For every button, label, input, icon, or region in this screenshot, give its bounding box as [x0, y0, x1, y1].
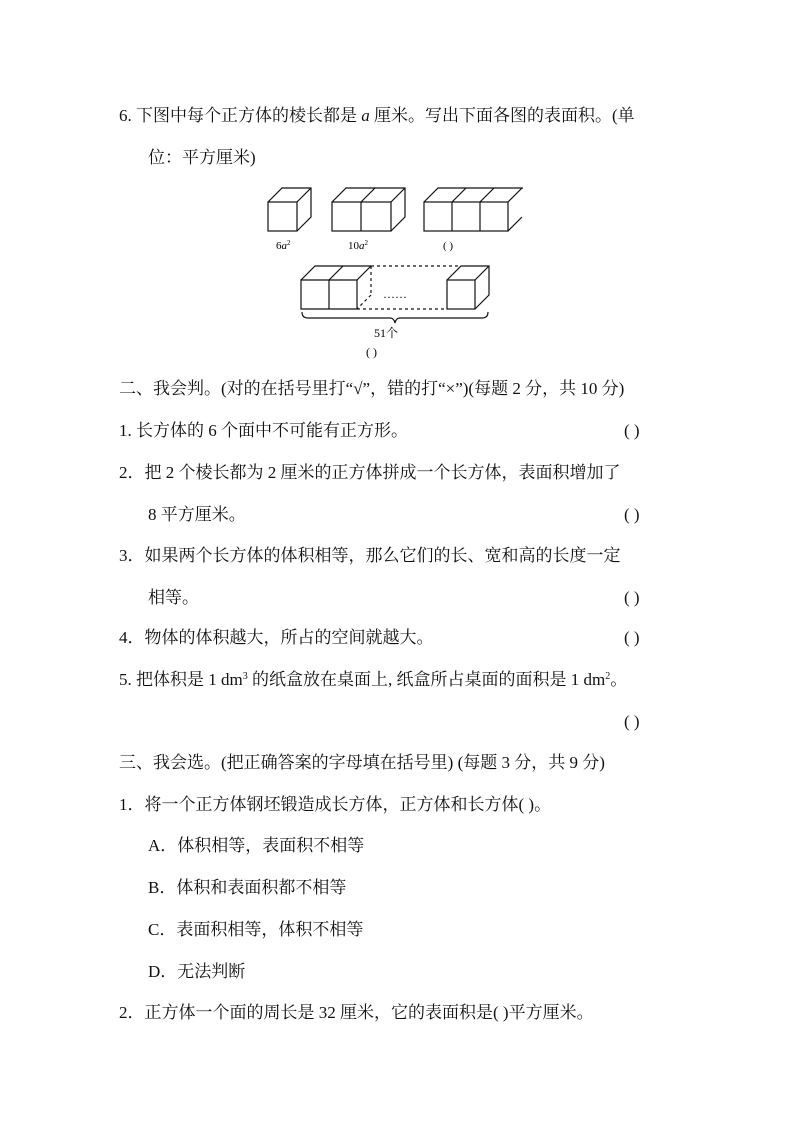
- judge-item-4: 4．物体的体积越大，所占的空间就越大。: [119, 628, 434, 647]
- judge-item-5: [119, 670, 627, 690]
- superscript-3: 3: [242, 671, 248, 682]
- q6-line2: 位：平方厘米): [148, 148, 256, 167]
- figure-3-answer-blank[interactable]: ( ): [443, 240, 454, 252]
- judge-item-2-line2: 8 平方厘米。: [148, 505, 246, 524]
- figure-4-answer-blank[interactable]: ( ): [366, 345, 377, 359]
- figure-2-label: $10a^2$: [348, 239, 368, 252]
- superscript-2: 2: [605, 671, 611, 682]
- choice-q1-option-a[interactable]: A．体积相等，表面积不相等: [148, 836, 365, 855]
- judge-answer-1[interactable]: ( ): [624, 421, 640, 440]
- judge-item-1: 1. 长方体的 6 个面中不可能有正方形。: [119, 421, 408, 440]
- judge-item-5-mid: 的纸盒放在桌面上, 纸盒所占桌面的面积是 1 dm: [247, 670, 606, 689]
- choice-q1-option-d[interactable]: D．无法判断: [148, 962, 246, 981]
- figure-1-label: $6a^2$: [276, 239, 291, 252]
- figure-2-two-cubes: [332, 188, 405, 231]
- q6-text-suffix: 厘米。写出下面各图的表面积。(单: [369, 106, 635, 125]
- variable-a: a: [361, 106, 370, 125]
- choice-q1-option-b[interactable]: B．体积和表面积都不相等: [148, 878, 347, 897]
- q6-text-prefix: 6. 下图中每个正方体的棱长都是: [119, 106, 362, 125]
- section3-heading: 三、我会选。(把正确答案的字母填在括号里) (每题 3 分，共 9 分): [119, 753, 605, 772]
- section2-heading: 二、我会判。(对的在括号里打“√”，错的打“×”)(每题 2 分，共 10 分): [119, 379, 625, 398]
- choice-q1-option-c[interactable]: C．表面积相等，体积不相等: [148, 920, 364, 939]
- choice-q1-stem: 1．将一个正方体钢坯锻造成长方体，正方体和长方体( )。: [119, 795, 552, 814]
- figure-3-three-cubes: [424, 188, 523, 231]
- judge-item-5-suffix: 。: [610, 670, 628, 689]
- judge-answer-2[interactable]: ( ): [624, 505, 640, 524]
- judge-item-2-line1: 2．把 2 个棱长都为 2 厘米的正方体拼成一个长方体，表面积增加了: [119, 463, 621, 482]
- judge-item-3-line1: 3．如果两个长方体的体积相等，那么它们的长、宽和高的长度一定: [119, 546, 621, 565]
- judge-answer-5[interactable]: ( ): [624, 712, 640, 731]
- judge-item-5-prefix: 5. 把体积是 1 dm: [119, 670, 243, 689]
- choice-q2-stem: 2．正方体一个面的周长是 32 厘米，它的表面积是( )平方厘米。: [119, 1003, 594, 1022]
- judge-answer-4[interactable]: ( ): [624, 628, 640, 647]
- cube-figures: [0, 0, 793, 380]
- judge-item-3-line2: 相等。: [148, 588, 199, 607]
- figure-4-ellipsis: ……: [383, 287, 407, 301]
- figure-1-cube: [268, 188, 311, 231]
- judge-answer-3[interactable]: ( ): [624, 588, 640, 607]
- figure-4-count-label: 51个: [374, 326, 399, 340]
